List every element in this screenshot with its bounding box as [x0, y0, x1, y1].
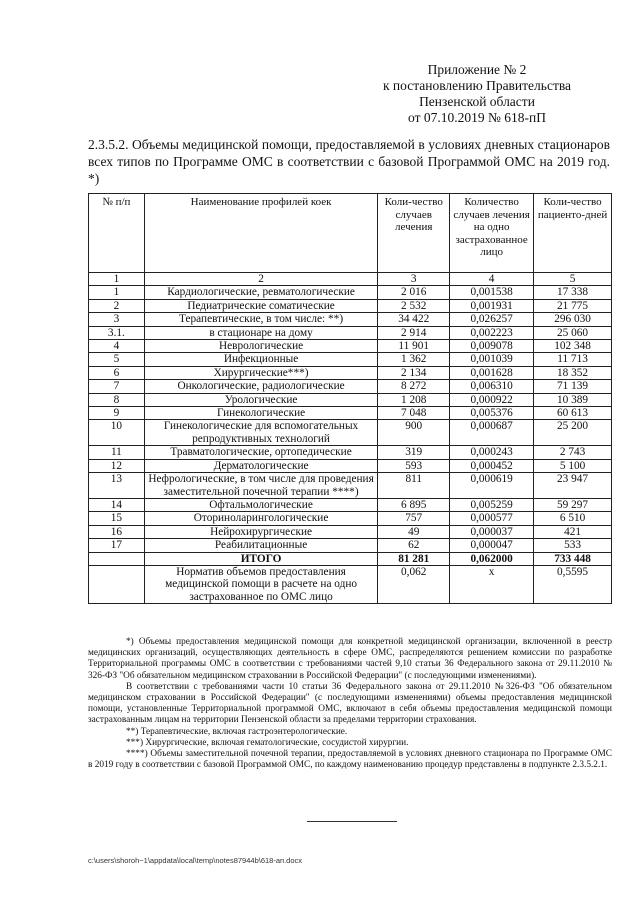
table-row: [89, 446, 612, 459]
table-row: [89, 473, 612, 499]
table-numbering-row: [89, 273, 612, 286]
row-patient-days: 533: [534, 539, 612, 552]
row-number: 17: [89, 539, 145, 552]
end-divider: [307, 821, 397, 822]
table-row: [89, 299, 612, 312]
row-cases: 7 048: [378, 407, 450, 420]
row-number: 11: [89, 446, 145, 459]
row-profile: Дерматологические: [144, 459, 378, 472]
row-profile: Инфекционные: [144, 353, 378, 366]
row-number: 4: [89, 340, 145, 353]
row-cases: 757: [378, 512, 450, 525]
row-profile: Гинекологические: [144, 407, 378, 420]
row-number: 13: [89, 473, 145, 499]
row-profile: Оториноларингологические: [144, 512, 378, 525]
row-cases-per-person: 0,005259: [450, 498, 534, 511]
row-cases-per-person: 0,000619: [450, 473, 534, 499]
numbering-cell: 4: [450, 273, 534, 286]
row-profile: Гинекологические для вспомогательных репродуктивных технологий: [144, 420, 378, 446]
row-profile: Урологические: [144, 393, 378, 406]
row-cases-per-person: 0,000047: [450, 539, 534, 552]
footnote: ***) Хирургические, включая гематологические, сосудистой хирургии.: [126, 737, 409, 748]
total-cell: 81 281: [378, 552, 450, 565]
total-cell: 733 448: [534, 552, 612, 565]
header-number: № п/п: [89, 194, 145, 273]
row-cases: 811: [378, 473, 450, 499]
row-patient-days: 18 352: [534, 366, 612, 379]
numbering-cell: 2: [144, 273, 378, 286]
table-row: [89, 353, 612, 366]
row-number: 12: [89, 459, 145, 472]
row-profile: Хирургические***): [144, 366, 378, 379]
header-profile: Наименование профилей коек: [144, 194, 378, 273]
row-number: 16: [89, 525, 145, 538]
row-cases: 1 362: [378, 353, 450, 366]
row-profile: Неврологические: [144, 340, 378, 353]
row-cases-per-person: 0,006310: [450, 380, 534, 393]
numbering-cell: 1: [89, 273, 145, 286]
row-cases-per-person: 0,000922: [450, 393, 534, 406]
row-patient-days: 10 389: [534, 393, 612, 406]
row-number: 2: [89, 299, 145, 312]
table-row: [89, 313, 612, 326]
footnote: *) Объемы предоставления медицинской помощи для конкретной медицинской организации, включенной в реестр медицинских организаций, осуществляющих деятельность в сфере ОМС, распределяются решением комиссии по разработке Территориальной программы ОМС в соответствии с требованиями частей 9,10 статьи 36 Федерального закона от 29.11.2010 № 326-ФЗ "Об обязательном медицинском страховании в Российской Федерации" (с последующими изменениями).: [88, 637, 612, 681]
row-number: 3.1.: [89, 326, 145, 339]
norm-cell: х: [450, 565, 534, 603]
header-cases: Коли-чество случаев лечения: [378, 194, 450, 273]
row-cases-per-person: 0,000243: [450, 446, 534, 459]
footnote: ****) Объемы заместительной почечной терапии, предоставляемой в условиях дневного стационара по Программе ОМС в 2019 году в соответствии с базовой Программой ОМС, по каждому наименованию процедур представлены в подпункте 2.3.5.2.1.: [88, 749, 612, 771]
row-number: 8: [89, 393, 145, 406]
appendix-line: Приложение № 2: [427, 62, 527, 77]
row-cases-per-person: 0,002223: [450, 326, 534, 339]
row-cases: 900: [378, 420, 450, 446]
row-cases: 1 208: [378, 393, 450, 406]
table-row: [89, 407, 612, 420]
volumes-table: [88, 193, 612, 604]
row-number: 7: [89, 380, 145, 393]
row-patient-days: 102 348: [534, 340, 612, 353]
table-row: [89, 340, 612, 353]
table-row: [89, 459, 612, 472]
row-cases: 2 134: [378, 366, 450, 379]
row-cases-per-person: 0,001039: [450, 353, 534, 366]
row-number: 9: [89, 407, 145, 420]
norm-row: [89, 565, 612, 603]
row-patient-days: 59 297: [534, 498, 612, 511]
row-profile: Нейрохирургические: [144, 525, 378, 538]
row-patient-days: 421: [534, 525, 612, 538]
total-row: [89, 552, 612, 565]
row-number: 5: [89, 353, 145, 366]
table-row: [89, 539, 612, 552]
row-cases: 2 016: [378, 286, 450, 299]
row-number: 15: [89, 512, 145, 525]
row-cases: 34 422: [378, 313, 450, 326]
norm-label: Норматив объемов предоставления медицинской помощи в расчете на одно застрахованное по ОМС лицо: [144, 565, 378, 603]
row-profile: Онкологические, радиологические: [144, 380, 378, 393]
row-cases-per-person: 0,026257: [450, 313, 534, 326]
table-row: [89, 498, 612, 511]
row-cases-per-person: 0,001628: [450, 366, 534, 379]
total-cell: [89, 552, 145, 565]
header-cases-per-person: Количество случаев лечения на одно застрахованное лицо: [450, 194, 534, 273]
row-profile: Офтальмологические: [144, 498, 378, 511]
row-profile: Терапевтические, в том числе: **): [144, 313, 378, 326]
table-row: [89, 393, 612, 406]
row-cases: 6 895: [378, 498, 450, 511]
appendix-line: к постановлению Правительства: [382, 78, 572, 93]
row-cases-per-person: 0,000452: [450, 459, 534, 472]
row-cases-per-person: 0,000687: [450, 420, 534, 446]
row-patient-days: 5 100: [534, 459, 612, 472]
norm-cell: 0,062: [378, 565, 450, 603]
row-cases: 62: [378, 539, 450, 552]
row-patient-days: 2 743: [534, 446, 612, 459]
appendix-line: от 07.10.2019 № 618-пП: [408, 110, 546, 125]
row-patient-days: 21 775: [534, 299, 612, 312]
row-profile: Нефрологические, в том числе для проведения заместительной почечной терапии ****): [144, 473, 378, 499]
section-heading: 2.3.5.2. Объемы медицинской помощи, предоставляемой в условиях дневных стационаров всех типов по Программе ОМС в соответствии с базовой Программой ОМС на 2019 год. *): [88, 137, 610, 186]
row-patient-days: 71 139: [534, 380, 612, 393]
numbering-cell: 5: [534, 273, 612, 286]
row-patient-days: 296 030: [534, 313, 612, 326]
row-cases-per-person: 0,005376: [450, 407, 534, 420]
row-profile: Реабилитационные: [144, 539, 378, 552]
footnote: **) Терапевтические, включая гастроэнтерологические.: [126, 726, 348, 737]
row-cases: 593: [378, 459, 450, 472]
row-cases-per-person: 0,009078: [450, 340, 534, 353]
row-patient-days: 25 060: [534, 326, 612, 339]
row-cases: 49: [378, 525, 450, 538]
row-cases-per-person: 0,000577: [450, 512, 534, 525]
table-row: [89, 366, 612, 379]
row-patient-days: 60 613: [534, 407, 612, 420]
row-profile: Кардиологические, ревматологические: [144, 286, 378, 299]
table-row: [89, 420, 612, 446]
table-row: [89, 525, 612, 538]
row-cases-per-person: 0,001931: [450, 299, 534, 312]
appendix-block: [352, 62, 602, 126]
row-number: 6: [89, 366, 145, 379]
row-patient-days: 23 947: [534, 473, 612, 499]
row-cases-per-person: 0,001538: [450, 286, 534, 299]
footnotes: [88, 637, 612, 771]
row-number: 14: [89, 498, 145, 511]
table-row: [89, 286, 612, 299]
file-path: c:\users\shoroh~1\appdata\local\temp\notes87944b\618-ап.docx: [88, 856, 302, 865]
footnote: В соответствии с требованиями части 10 статьи 36 Федерального закона от 29.11.2010 №326-ФЗ "Об обязательном медицинском страховании в Российской Федерации" (с последующими изменениями) объемы предоставления медицинской помощи, установленные Территориальной программой ОМС, включают в себя объемы предоставления медицинской помощи застрахованным лицам на территории Пензенской области за пределами территории страхования.: [88, 681, 612, 726]
table-header-row: [89, 194, 612, 273]
row-profile: Травматологические, ортопедические: [144, 446, 378, 459]
table-row: [89, 326, 612, 339]
row-patient-days: 11 713: [534, 353, 612, 366]
table-row: [89, 380, 612, 393]
appendix-line: Пензенской области: [419, 94, 535, 109]
total-cell: 0,062000: [450, 552, 534, 565]
norm-cell: 0,5595: [534, 565, 612, 603]
row-patient-days: 6 510: [534, 512, 612, 525]
numbering-cell: 3: [378, 273, 450, 286]
row-cases: 11 901: [378, 340, 450, 353]
total-label: ИТОГО: [144, 552, 378, 565]
row-number: 3: [89, 313, 145, 326]
row-cases: 2 914: [378, 326, 450, 339]
row-profile: Педиатрические соматические: [144, 299, 378, 312]
norm-cell: [89, 565, 145, 603]
row-cases-per-person: 0,000037: [450, 525, 534, 538]
header-patient-days: Коли-чество пациенто-дней: [534, 194, 612, 273]
row-profile: в стационаре на дому: [144, 326, 378, 339]
row-number: 10: [89, 420, 145, 446]
row-patient-days: 17 338: [534, 286, 612, 299]
row-cases: 319: [378, 446, 450, 459]
row-number: 1: [89, 286, 145, 299]
row-patient-days: 25 200: [534, 420, 612, 446]
row-cases: 2 532: [378, 299, 450, 312]
row-cases: 8 272: [378, 380, 450, 393]
table-row: [89, 512, 612, 525]
